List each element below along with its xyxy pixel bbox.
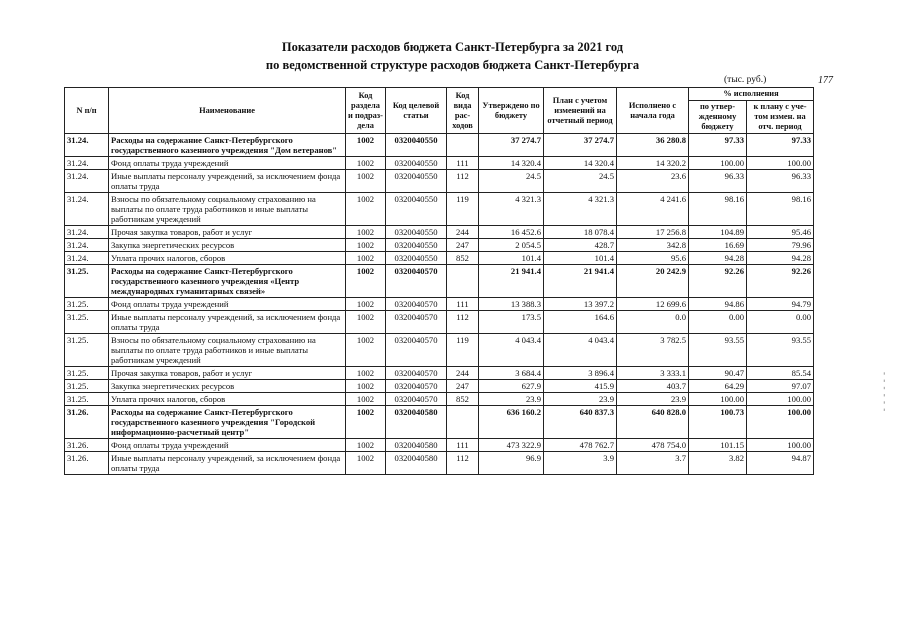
row-done: 95.6 <box>617 252 689 265</box>
row-num: 31.24. <box>65 170 109 193</box>
table-row <box>65 239 814 252</box>
row-kind: 247 <box>447 380 479 393</box>
row-pct-approved: 94.28 <box>689 252 747 265</box>
table-body <box>65 134 814 475</box>
row-target: 0320040570 <box>386 380 447 393</box>
row-approved: 37 274.7 <box>479 134 544 157</box>
row-num: 31.25. <box>65 380 109 393</box>
row-pct-plan: 0.00 <box>747 311 814 334</box>
header-done: Исполнено с начала года <box>617 88 689 134</box>
table-row <box>65 193 814 226</box>
row-plan: 640 837.3 <box>544 406 617 439</box>
row-plan: 3 896.4 <box>544 367 617 380</box>
row-target: 0320040550 <box>386 239 447 252</box>
page-number: 177 <box>818 75 833 86</box>
row-pct-approved: 16.69 <box>689 239 747 252</box>
row-pct-plan: 85.54 <box>747 367 814 380</box>
row-target: 0320040570 <box>386 334 447 367</box>
row-approved: 13 388.3 <box>479 298 544 311</box>
row-approved: 4 321.3 <box>479 193 544 226</box>
row-approved: 473 322.9 <box>479 439 544 452</box>
table-row <box>65 406 814 439</box>
row-pct-plan: 79.96 <box>747 239 814 252</box>
row-target: 0320040570 <box>386 367 447 380</box>
row-kind: 247 <box>447 239 479 252</box>
row-done: 640 828.0 <box>617 406 689 439</box>
table-row <box>65 334 814 367</box>
row-plan: 478 762.7 <box>544 439 617 452</box>
row-pct-approved: 93.55 <box>689 334 747 367</box>
row-name: Иные выплаты персоналу учреждений, за исключением фонда оплаты труда <box>109 452 346 475</box>
table-row <box>65 380 814 393</box>
row-plan: 21 941.4 <box>544 265 617 298</box>
row-approved: 24.5 <box>479 170 544 193</box>
row-section: 1002 <box>346 452 386 475</box>
row-done: 3 782.5 <box>617 334 689 367</box>
row-name: Фонд оплаты труда учреждений <box>109 439 346 452</box>
row-num: 31.25. <box>65 334 109 367</box>
header-section: Код раздела и подраз-дела <box>346 88 386 134</box>
row-approved: 636 160.2 <box>479 406 544 439</box>
row-section: 1002 <box>346 170 386 193</box>
table-row <box>65 311 814 334</box>
row-kind: 112 <box>447 311 479 334</box>
row-kind <box>447 265 479 298</box>
row-plan: 23.9 <box>544 393 617 406</box>
row-num: 31.24. <box>65 239 109 252</box>
row-done: 23.6 <box>617 170 689 193</box>
row-done: 3.7 <box>617 452 689 475</box>
table-row <box>65 393 814 406</box>
table-row <box>65 252 814 265</box>
row-done: 17 256.8 <box>617 226 689 239</box>
row-pct-approved: 90.47 <box>689 367 747 380</box>
row-target: 0320040550 <box>386 226 447 239</box>
row-pct-approved: 104.89 <box>689 226 747 239</box>
row-kind <box>447 134 479 157</box>
row-pct-approved: 100.00 <box>689 393 747 406</box>
table-row <box>65 298 814 311</box>
row-approved: 101.4 <box>479 252 544 265</box>
row-approved: 173.5 <box>479 311 544 334</box>
table-row <box>65 439 814 452</box>
row-section: 1002 <box>346 439 386 452</box>
row-target: 0320040550 <box>386 157 447 170</box>
row-num: 31.24. <box>65 157 109 170</box>
row-kind <box>447 406 479 439</box>
row-num: 31.24. <box>65 193 109 226</box>
row-num: 31.26. <box>65 439 109 452</box>
row-pct-approved: 92.26 <box>689 265 747 298</box>
row-plan: 4 321.3 <box>544 193 617 226</box>
row-target: 0320040570 <box>386 311 447 334</box>
row-pct-plan: 98.16 <box>747 193 814 226</box>
row-section: 1002 <box>346 298 386 311</box>
row-num: 31.24. <box>65 134 109 157</box>
row-kind: 244 <box>447 367 479 380</box>
row-target: 0320040570 <box>386 265 447 298</box>
row-target: 0320040580 <box>386 452 447 475</box>
row-pct-plan: 95.46 <box>747 226 814 239</box>
row-name: Уплата прочих налогов, сборов <box>109 252 346 265</box>
row-target: 0320040550 <box>386 170 447 193</box>
table-header <box>65 88 814 134</box>
row-kind: 112 <box>447 452 479 475</box>
header-target: Код целевой статьи <box>386 88 447 134</box>
header-plan: План с учетом изменений на отчетный период <box>544 88 617 134</box>
row-section: 1002 <box>346 406 386 439</box>
row-plan: 3.9 <box>544 452 617 475</box>
row-num: 31.26. <box>65 406 109 439</box>
table-row <box>65 170 814 193</box>
row-section: 1002 <box>346 157 386 170</box>
row-pct-plan: 97.07 <box>747 380 814 393</box>
row-kind: 111 <box>447 298 479 311</box>
row-target: 0320040550 <box>386 193 447 226</box>
row-pct-approved: 98.16 <box>689 193 747 226</box>
row-plan: 13 397.2 <box>544 298 617 311</box>
row-target: 0320040570 <box>386 298 447 311</box>
table-row <box>65 367 814 380</box>
table-row <box>65 452 814 475</box>
row-pct-plan: 100.00 <box>747 157 814 170</box>
row-section: 1002 <box>346 193 386 226</box>
row-pct-approved: 100.00 <box>689 157 747 170</box>
budget-table <box>64 87 814 475</box>
row-num: 31.26. <box>65 452 109 475</box>
row-section: 1002 <box>346 239 386 252</box>
row-name: Взносы по обязательному социальному страхованию на выплаты по оплате труда работников и иные выплаты работникам учреждений <box>109 334 346 367</box>
row-name: Закупка энергетических ресурсов <box>109 239 346 252</box>
row-section: 1002 <box>346 265 386 298</box>
header-pct-approved: по утвер-жденному бюджету <box>689 101 747 134</box>
title-line-1: Показатели расходов бюджета Санкт-Петербурга за 2021 год <box>281 40 624 54</box>
row-approved: 627.9 <box>479 380 544 393</box>
row-kind: 119 <box>447 193 479 226</box>
row-done: 36 280.8 <box>617 134 689 157</box>
row-done: 23.9 <box>617 393 689 406</box>
row-done: 0.0 <box>617 311 689 334</box>
row-num: 31.25. <box>65 265 109 298</box>
row-pct-approved: 64.29 <box>689 380 747 393</box>
row-target: 0320040570 <box>386 393 447 406</box>
row-pct-approved: 97.33 <box>689 134 747 157</box>
row-pct-plan: 94.79 <box>747 298 814 311</box>
row-pct-plan: 97.33 <box>747 134 814 157</box>
row-section: 1002 <box>346 380 386 393</box>
row-pct-plan: 93.55 <box>747 334 814 367</box>
row-approved: 14 320.4 <box>479 157 544 170</box>
row-plan: 428.7 <box>544 239 617 252</box>
row-pct-plan: 100.00 <box>747 439 814 452</box>
row-pct-approved: 0.00 <box>689 311 747 334</box>
row-pct-plan: 94.28 <box>747 252 814 265</box>
row-name: Расходы на содержание Санкт-Петербургского государственного казенного учреждения «Центр международных гуманитарных связей» <box>109 265 346 298</box>
row-pct-approved: 100.73 <box>689 406 747 439</box>
row-plan: 37 274.7 <box>544 134 617 157</box>
row-done: 20 242.9 <box>617 265 689 298</box>
row-kind: 111 <box>447 439 479 452</box>
row-section: 1002 <box>346 393 386 406</box>
row-pct-plan: 92.26 <box>747 265 814 298</box>
row-kind: 111 <box>447 157 479 170</box>
row-kind: 244 <box>447 226 479 239</box>
row-name: Прочая закупка товаров, работ и услуг <box>109 367 346 380</box>
row-num: 31.25. <box>65 311 109 334</box>
row-pct-plan: 96.33 <box>747 170 814 193</box>
side-mark: - - - - - - <box>880 372 890 413</box>
header-pct-plan: к плану с уче-том измен. на отч. период <box>747 101 814 134</box>
row-section: 1002 <box>346 334 386 367</box>
row-plan: 24.5 <box>544 170 617 193</box>
row-name: Расходы на содержание Санкт-Петербургского государственного казенного учреждения "Городской информационно-расчетный центр" <box>109 406 346 439</box>
row-kind: 119 <box>447 334 479 367</box>
units-label: (тыс. руб.) <box>724 75 767 85</box>
row-name: Расходы на содержание Санкт-Петербургского государственного казенного учреждения "Дом ветеранов" <box>109 134 346 157</box>
row-name: Закупка энергетических ресурсов <box>109 380 346 393</box>
row-plan: 415.9 <box>544 380 617 393</box>
table-row <box>65 134 814 157</box>
row-target: 0320040550 <box>386 134 447 157</box>
row-kind: 852 <box>447 393 479 406</box>
row-section: 1002 <box>346 311 386 334</box>
row-done: 403.7 <box>617 380 689 393</box>
row-num: 31.25. <box>65 298 109 311</box>
row-name: Фонд оплаты труда учреждений <box>109 157 346 170</box>
row-approved: 16 452.6 <box>479 226 544 239</box>
row-section: 1002 <box>346 252 386 265</box>
row-approved: 4 043.4 <box>479 334 544 367</box>
row-approved: 96.9 <box>479 452 544 475</box>
row-plan: 14 320.4 <box>544 157 617 170</box>
row-target: 0320040580 <box>386 406 447 439</box>
row-done: 478 754.0 <box>617 439 689 452</box>
row-name: Фонд оплаты труда учреждений <box>109 298 346 311</box>
row-name: Взносы по обязательному социальному страхованию на выплаты по оплате труда работников и иные выплаты работникам учреждений <box>109 193 346 226</box>
row-pct-approved: 96.33 <box>689 170 747 193</box>
header-approved: Утверждено по бюджету <box>479 88 544 134</box>
row-num: 31.25. <box>65 393 109 406</box>
row-approved: 3 684.4 <box>479 367 544 380</box>
row-approved: 2 054.5 <box>479 239 544 252</box>
row-done: 3 333.1 <box>617 367 689 380</box>
row-kind: 112 <box>447 170 479 193</box>
row-num: 31.25. <box>65 367 109 380</box>
row-name: Иные выплаты персоналу учреждений, за исключением фонда оплаты труда <box>109 170 346 193</box>
header-name: Наименование <box>109 88 346 134</box>
row-pct-approved: 94.86 <box>689 298 747 311</box>
title-line-2: по ведомственной структуре расходов бюджета Санкт-Петербурга <box>265 58 640 72</box>
row-pct-approved: 3.82 <box>689 452 747 475</box>
row-approved: 21 941.4 <box>479 265 544 298</box>
row-done: 342.8 <box>617 239 689 252</box>
row-section: 1002 <box>346 226 386 239</box>
row-kind: 852 <box>447 252 479 265</box>
row-plan: 164.6 <box>544 311 617 334</box>
row-done: 12 699.6 <box>617 298 689 311</box>
table-row <box>65 226 814 239</box>
row-name: Прочая закупка товаров, работ и услуг <box>109 226 346 239</box>
row-target: 0320040550 <box>386 252 447 265</box>
row-target: 0320040580 <box>386 439 447 452</box>
table-row <box>65 157 814 170</box>
row-done: 14 320.2 <box>617 157 689 170</box>
row-section: 1002 <box>346 367 386 380</box>
row-pct-plan: 94.87 <box>747 452 814 475</box>
row-pct-plan: 100.00 <box>747 393 814 406</box>
row-num: 31.24. <box>65 252 109 265</box>
row-plan: 4 043.4 <box>544 334 617 367</box>
row-pct-approved: 101.15 <box>689 439 747 452</box>
row-name: Иные выплаты персоналу учреждений, за исключением фонда оплаты труда <box>109 311 346 334</box>
row-name: Уплата прочих налогов, сборов <box>109 393 346 406</box>
header-pct: % исполнения <box>689 88 814 101</box>
row-done: 4 241.6 <box>617 193 689 226</box>
row-num: 31.24. <box>65 226 109 239</box>
row-plan: 101.4 <box>544 252 617 265</box>
report-title <box>0 38 905 74</box>
header-num: N п/п <box>65 88 109 134</box>
header-kind: Код вида рас-ходов <box>447 88 479 134</box>
row-pct-plan: 100.00 <box>747 406 814 439</box>
table-row <box>65 265 814 298</box>
row-plan: 18 078.4 <box>544 226 617 239</box>
row-approved: 23.9 <box>479 393 544 406</box>
row-section: 1002 <box>346 134 386 157</box>
